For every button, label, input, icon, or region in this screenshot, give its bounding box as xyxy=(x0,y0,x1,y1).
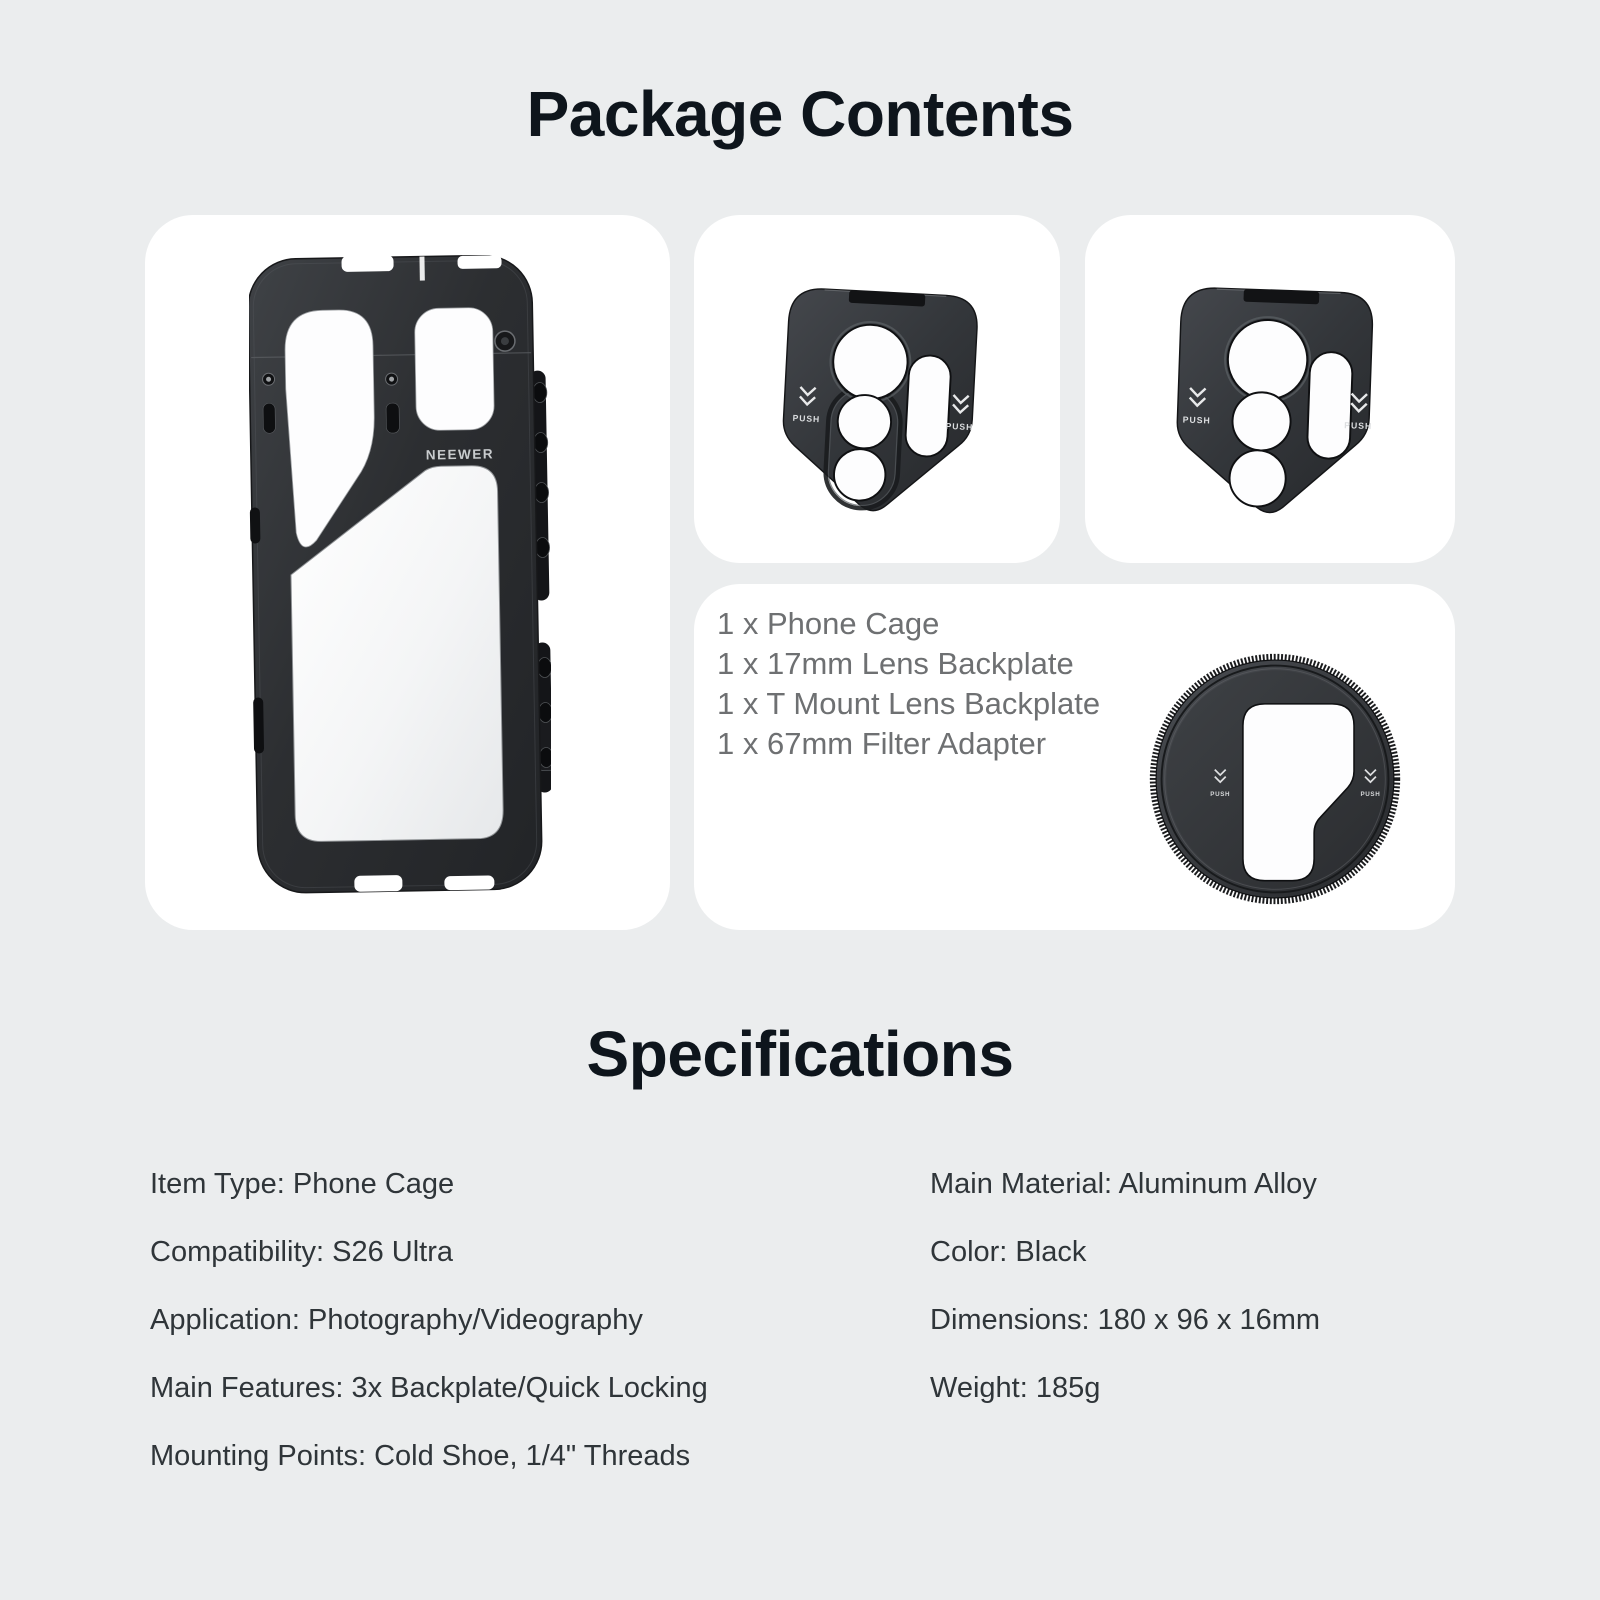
package-list-item: 1 x T Mount Lens Backplate xyxy=(717,686,1101,721)
cold-shoe-slot xyxy=(1243,289,1319,304)
push-label: PUSH xyxy=(1182,414,1211,426)
neewer-logo-text: NEEWER xyxy=(425,446,495,463)
top-notch xyxy=(457,255,501,269)
phone-cage-image xyxy=(249,255,551,895)
spec-item-weight: Weight: 185g xyxy=(930,1372,1101,1404)
top-notch xyxy=(341,255,393,272)
frame-split xyxy=(419,257,424,281)
push-label: PUSH xyxy=(1344,420,1373,432)
card-contents-list xyxy=(694,584,1455,930)
spec-item-dimensions: Dimensions: 180 x 96 x 16mm xyxy=(930,1304,1321,1336)
spec-item-mounting: Mounting Points: Cold Shoe, 1/4" Threads xyxy=(150,1440,691,1472)
specs-right-column xyxy=(930,1166,1320,1438)
spec-item-features: Main Features: 3x Backplate/Quick Locking xyxy=(150,1372,708,1404)
push-label: PUSH xyxy=(792,412,821,425)
spec-item-application: Application: Photography/Videography xyxy=(150,1304,643,1336)
tmount-backplate-image xyxy=(1151,265,1393,534)
spec-item-type: Item Type: Phone Cage xyxy=(150,1168,455,1200)
package-contents-title: Package Contents xyxy=(526,78,1074,150)
lens-backplate-17mm-image xyxy=(758,267,996,532)
push-label: PUSH xyxy=(945,420,974,433)
package-list-item: 1 x 67mm Filter Adapter xyxy=(717,726,1047,761)
spec-item-color: Color: Black xyxy=(930,1236,1087,1268)
bottom-notch xyxy=(444,875,494,890)
spec-item-material: Main Material: Aluminum Alloy xyxy=(930,1168,1317,1200)
specifications-title: Specifications xyxy=(586,1018,1014,1090)
package-list-item: 1 x 17mm Lens Backplate xyxy=(717,646,1074,681)
push-label: PUSH xyxy=(1360,791,1381,799)
push-label: PUSH xyxy=(1210,791,1231,799)
camera-cutout xyxy=(414,307,494,430)
spec-item-compatibility: Compatibility: S26 Ultra xyxy=(150,1236,453,1268)
filter-adapter-image xyxy=(1142,646,1408,912)
card-17mm-backplate xyxy=(694,215,1060,563)
specs-left-column xyxy=(150,1166,708,1506)
package-list-item: 1 x Phone Cage xyxy=(717,606,940,641)
card-phone-cage xyxy=(145,215,670,930)
card-tmount-backplate xyxy=(1085,215,1455,563)
package-list xyxy=(717,604,1100,764)
bottom-notch xyxy=(354,875,402,892)
